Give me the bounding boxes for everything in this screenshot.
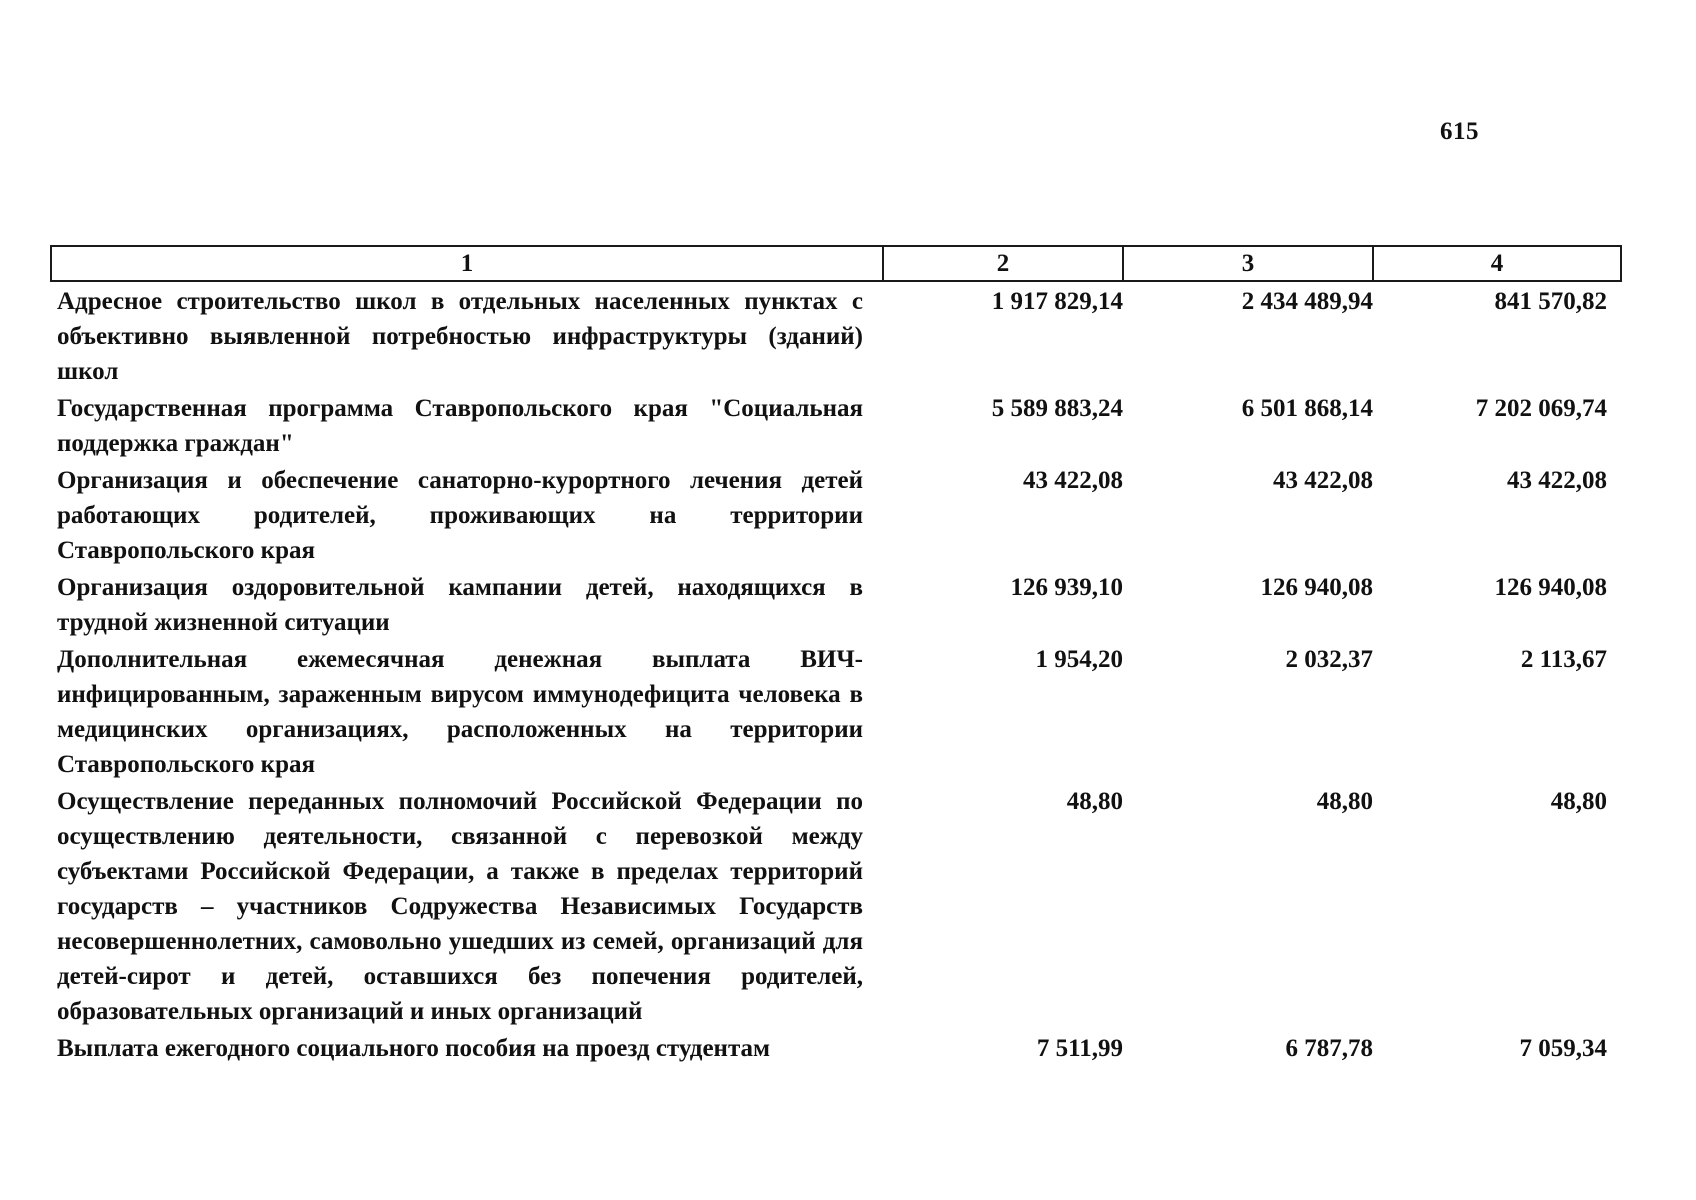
column-header-2: 2 — [883, 246, 1123, 281]
table-row — [51, 389, 1621, 461]
row-name: Государственная программа Ставропольского края "Социальная поддержка граждан" — [57, 395, 863, 457]
row-value-col3: 43 422,08 — [1273, 467, 1373, 494]
table-row — [51, 281, 1621, 389]
row-value-col3: 6 787,78 — [1285, 1035, 1373, 1062]
table-header-row — [51, 246, 1621, 281]
row-value-col4: 7 059,34 — [1519, 1035, 1607, 1062]
budget-table — [50, 245, 1622, 1066]
row-value-col4: 7 202 069,74 — [1475, 395, 1607, 422]
page-number: 615 — [1440, 118, 1479, 145]
column-header-1: 1 — [51, 246, 883, 281]
row-value-col2: 43 422,08 — [1023, 467, 1123, 494]
row-value-col3: 6 501 868,14 — [1241, 395, 1373, 422]
row-value-col2: 126 939,10 — [1010, 574, 1123, 601]
row-value-col4: 43 422,08 — [1507, 467, 1607, 494]
table-row — [51, 640, 1621, 782]
row-value-col2: 1 917 829,14 — [991, 288, 1123, 315]
row-value-col3: 48,80 — [1316, 788, 1373, 815]
column-header-3: 3 — [1123, 246, 1373, 281]
table-row — [51, 782, 1621, 1029]
table-row — [51, 461, 1621, 568]
row-name: Организация оздоровительной кампании детей, находящихся в трудной жизненной ситуации — [57, 574, 863, 636]
row-value-col4: 2 113,67 — [1520, 646, 1607, 673]
row-value-col3: 126 940,08 — [1260, 574, 1373, 601]
row-name: Организация и обеспечение санаторно-курортного лечения детей работающих родителей, проживающих на территории Ставропольского края — [57, 467, 863, 564]
row-value-col3: 2 434 489,94 — [1241, 288, 1373, 315]
column-header-4: 4 — [1373, 246, 1621, 281]
row-value-col4: 841 570,82 — [1494, 288, 1607, 315]
row-value-col4: 126 940,08 — [1494, 574, 1607, 601]
row-value-col2: 1 954,20 — [1035, 646, 1123, 673]
row-value-col2: 48,80 — [1066, 788, 1123, 815]
row-value-col2: 5 589 883,24 — [991, 395, 1123, 422]
row-name: Осуществление переданных полномочий Российской Федерации по осуществлению деятельности, связанной с перевозкой между субъектами Российской Федерации, а также в пределах территорий государств – участников Содружества Независимых Государств несовершеннолетних, самовольно ушедших из семей, организаций для детей-сирот и детей, оставшихся без попечения родителей, образовательных организаций и иных организаций — [57, 788, 863, 1025]
row-name: Адресное строительство школ в отдельных населенных пунктах с объективно выявленной потребностью инфраструктуры (зданий) школ — [57, 288, 863, 385]
row-value-col3: 2 032,37 — [1285, 646, 1373, 673]
row-name: Дополнительная ежемесячная денежная выплата ВИЧ-инфицированным, зараженным вирусом иммунодефицита человека в медицинских организациях, расположенных на территории Ставропольского края — [57, 646, 863, 778]
table-row — [51, 568, 1621, 640]
row-value-col4: 48,80 — [1550, 788, 1607, 815]
table-row — [51, 1029, 1621, 1066]
row-name: Выплата ежегодного социального пособия на проезд студентам — [57, 1035, 771, 1062]
row-value-col2: 7 511,99 — [1036, 1035, 1123, 1062]
